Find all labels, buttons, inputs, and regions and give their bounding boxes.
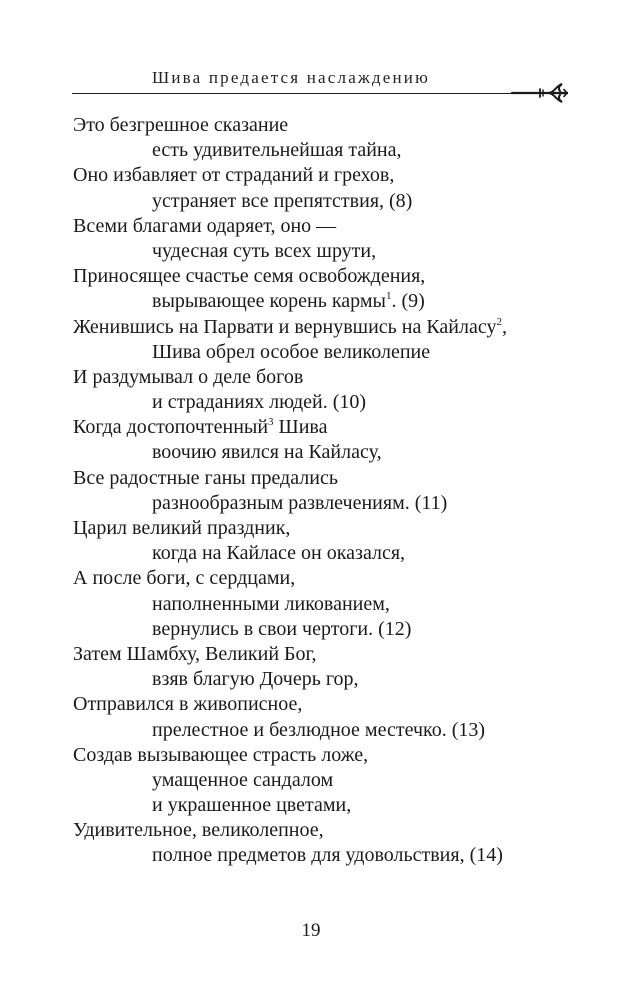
verse-line <box>73 163 563 188</box>
verse-line <box>73 289 563 314</box>
trident-icon <box>510 80 568 106</box>
verse-line <box>73 189 563 214</box>
page-number: 19 <box>301 920 321 941</box>
verse-line-text: устраняет все препятствия, (8) <box>152 189 413 212</box>
verse-line <box>73 113 563 138</box>
verse-line-suffix: . (9) <box>391 290 425 313</box>
verse-line-suffix: Шива <box>273 416 328 439</box>
verse-line <box>73 491 563 516</box>
verse-line <box>73 340 563 365</box>
running-header <box>72 58 570 98</box>
verse-line <box>73 566 563 591</box>
verse-line-text: прелестное и безлюдное местечко. (13) <box>152 718 486 741</box>
verse-line-text: наполненными ликованием, <box>152 592 390 615</box>
verse-line-text: Всеми благами одаряет, оно — <box>73 214 337 237</box>
verse-line <box>73 138 563 163</box>
verse-line-suffix: , <box>501 315 507 338</box>
verse-line-text: есть удивительнейшая тайна, <box>152 139 402 162</box>
verse-line <box>73 516 563 541</box>
verse-line-text: взяв благую Дочерь гор, <box>152 668 359 691</box>
verse-line-text: умащенное сандалом <box>152 768 334 791</box>
footnote-marker: 1 <box>385 290 392 303</box>
header-rule <box>72 93 520 94</box>
verse-line <box>73 541 563 566</box>
verse-line <box>73 315 563 340</box>
verse-line <box>73 692 563 717</box>
verse-line-text: Создав вызывающее страсть ложе, <box>73 743 369 766</box>
verse-line-text: и страданиях людей. (10) <box>152 391 367 414</box>
verse-text <box>73 113 563 869</box>
verse-line-text: И раздумывал о деле богов <box>73 365 304 388</box>
verse-line-text: вернулись в свои чертоги. (12) <box>152 617 412 640</box>
verse-line <box>73 264 563 289</box>
verse-line-text: Это безгрешное сказание <box>73 114 289 136</box>
chapter-title: Шива предается наслаждению <box>152 68 431 87</box>
verse-line-text: Приносящее счастье семя освобождения, <box>73 265 426 288</box>
verse-line <box>73 718 563 743</box>
verse-line-text: А после боги, с сердцами, <box>73 567 296 590</box>
verse-line <box>73 667 563 692</box>
verse-line <box>73 843 563 868</box>
verse-line <box>73 617 563 642</box>
verse-line <box>73 592 563 617</box>
verse-line <box>73 642 563 667</box>
footnote-marker: 3 <box>268 416 274 429</box>
verse-line-text: Женившись на Парвати и вернувшись на Кайласу <box>73 315 497 338</box>
verse-line-text: Оно избавляет от страданий и грехов, <box>73 164 395 187</box>
verse-line <box>73 768 563 793</box>
verse-line <box>73 390 563 415</box>
verse-line-text: Удивительное, великолепное, <box>73 819 324 842</box>
verse-line-text: Царил великий праздник, <box>73 517 291 539</box>
verse-line-text: и украшенное цветами, <box>152 794 352 817</box>
verse-line-text: Отправился в живописное, <box>73 693 303 716</box>
verse-line <box>73 415 563 440</box>
verse-line-text: чудесная суть всех шрути, <box>152 239 377 262</box>
verse-line <box>73 743 563 768</box>
verse-line <box>73 818 563 843</box>
verse-line <box>73 793 563 818</box>
verse-line-text: вырывающее корень кармы <box>152 290 386 313</box>
verse-line-text: Шива обрел особое великолепие <box>152 340 431 363</box>
verse-line-text: разнообразным развлечениям. (11) <box>152 491 448 514</box>
verse-line-text: Все радостные ганы предались <box>73 466 338 489</box>
verse-line <box>73 440 563 465</box>
verse-line-text: когда на Кайласе он оказался, <box>152 542 406 565</box>
verse-line-text: воочию явился на Кайласу, <box>152 441 382 464</box>
verse-line-text: Затем Шамбху, Великий Бог, <box>73 642 317 665</box>
verse-line <box>73 365 563 390</box>
verse-line-text: Когда достопочтенный <box>73 416 269 439</box>
verse-line-text: полное предметов для удовольствия, (14) <box>152 844 503 867</box>
footnote-marker: 2 <box>496 315 502 328</box>
verse-line <box>73 466 563 491</box>
verse-line <box>73 239 563 264</box>
verse-line <box>73 214 563 239</box>
